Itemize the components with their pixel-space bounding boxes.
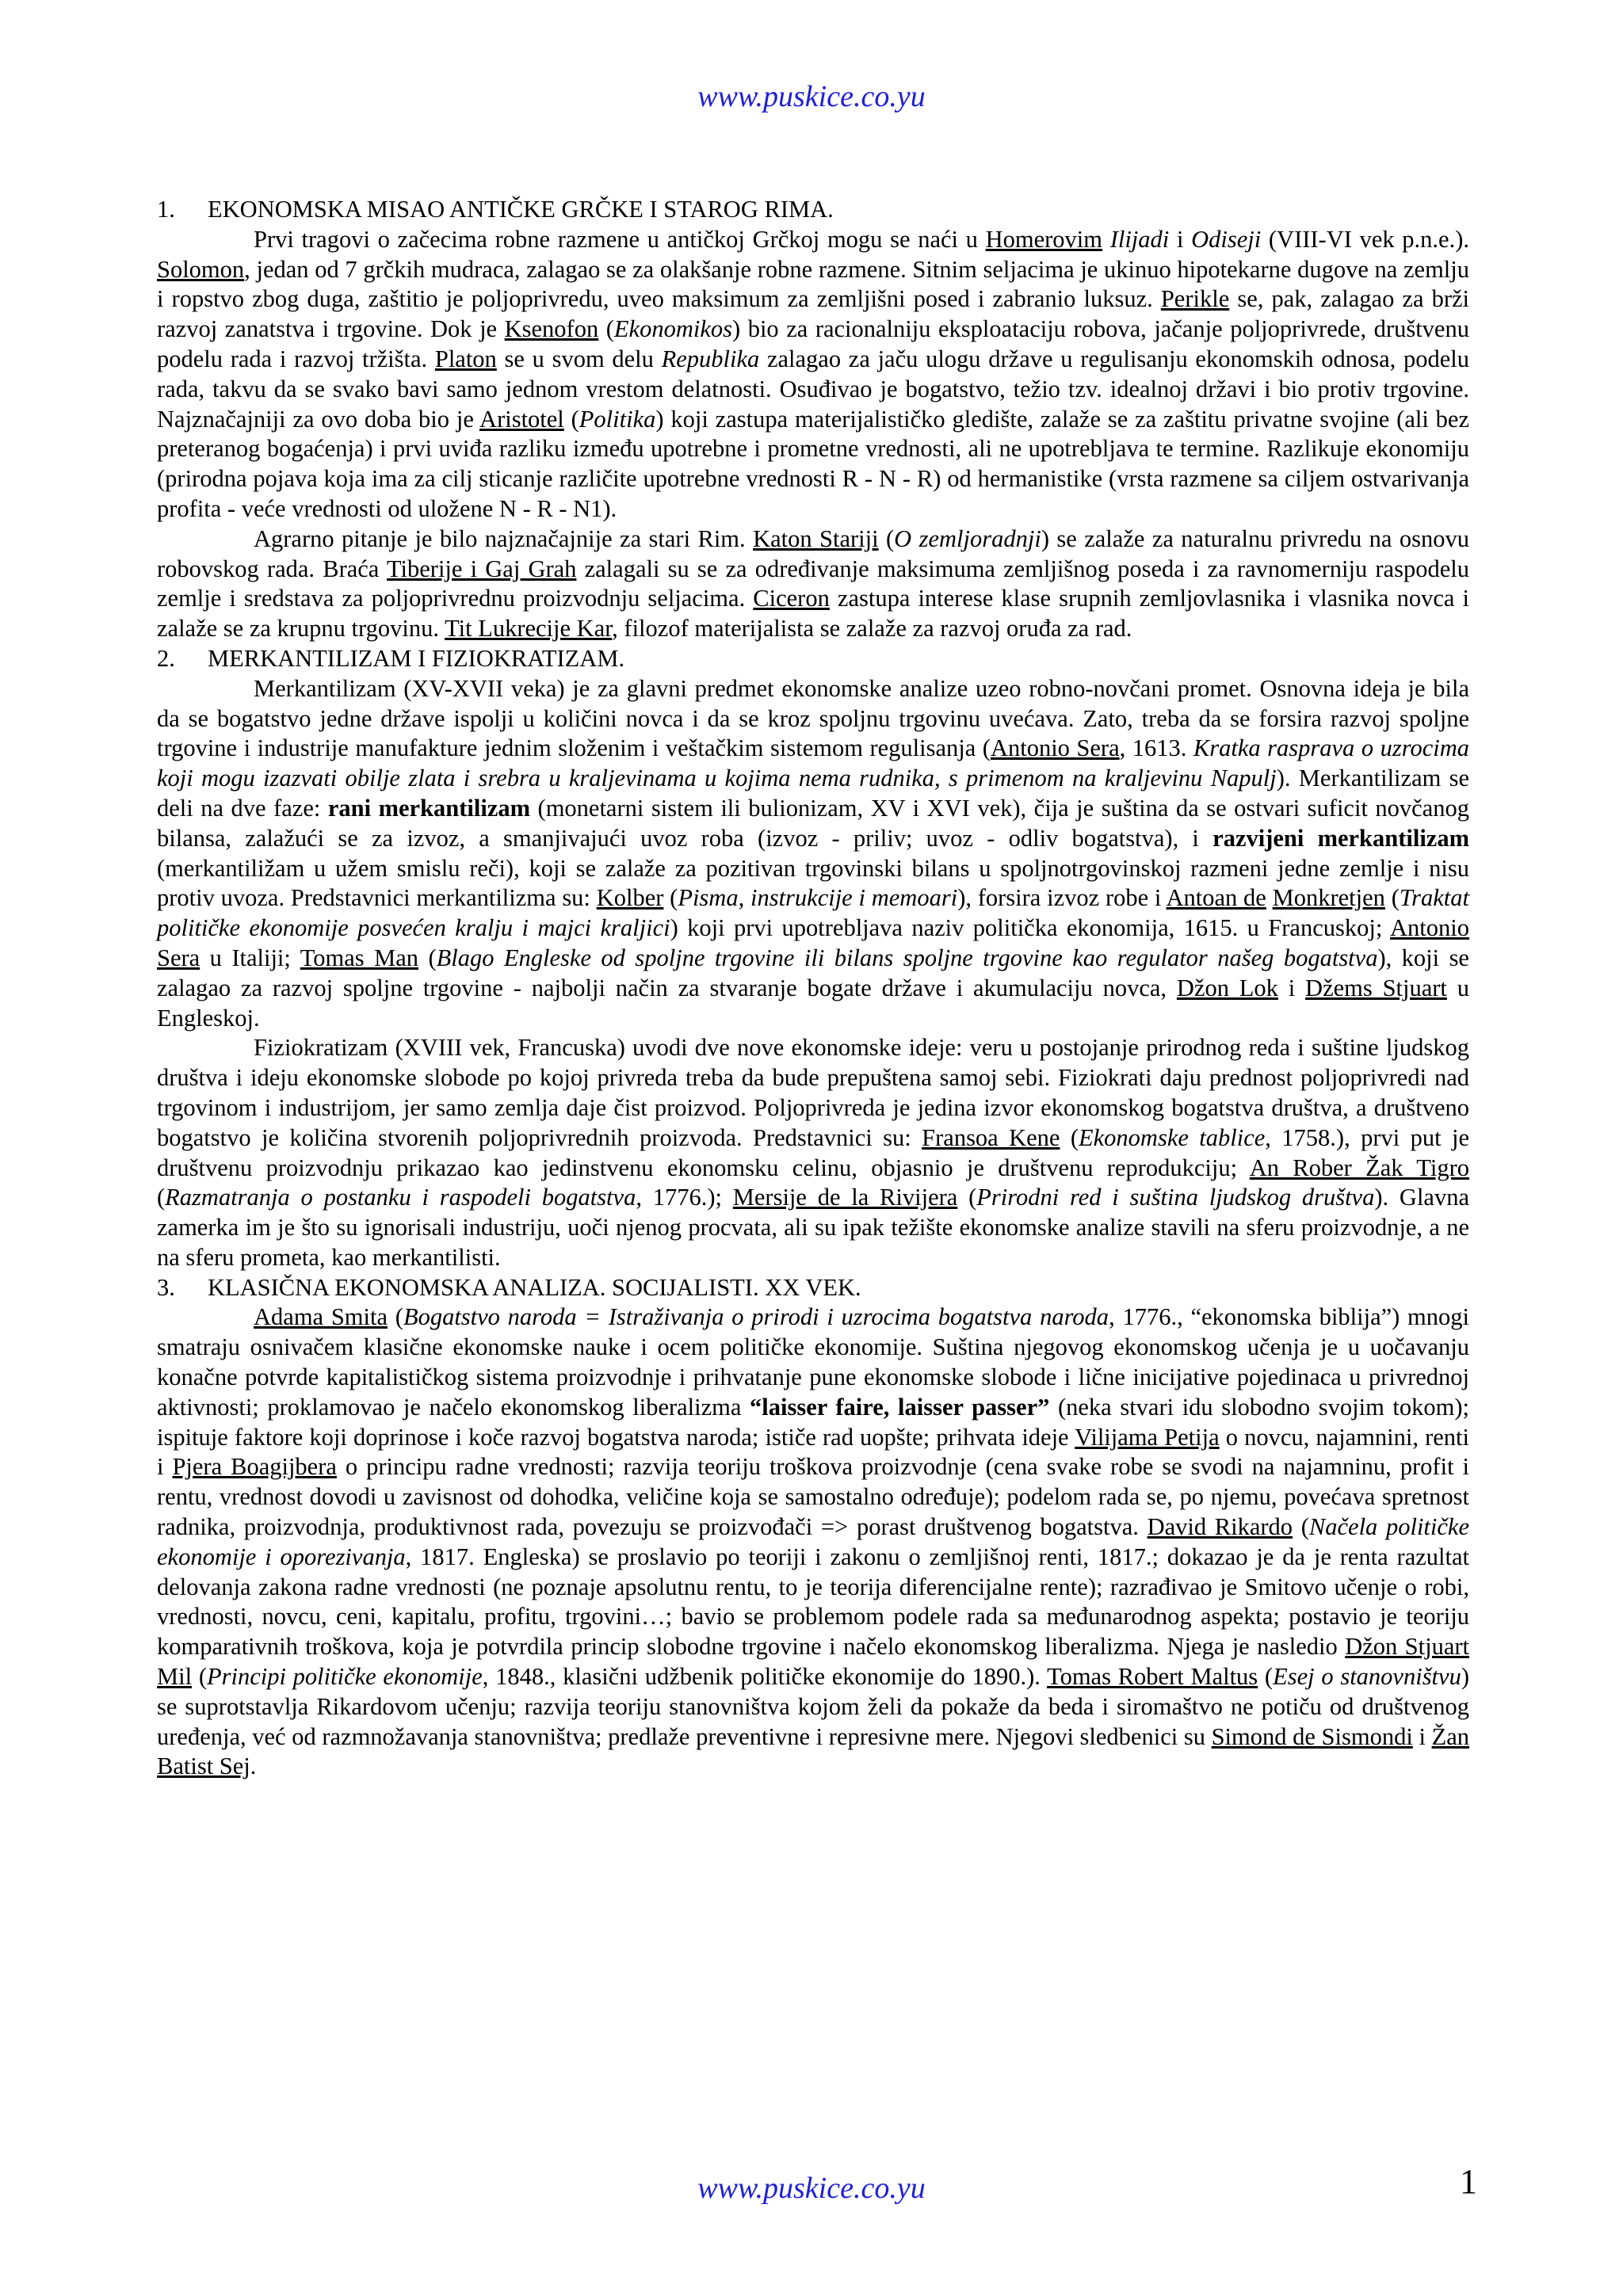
section-number: 2. [157,644,175,672]
text-run: ), forsira izvoz robe i [957,884,1167,912]
text-run: ) se suprotstavlja Rikardovom učenju; razvija teoriju stanovništva kojom želi da pokaže da beda i siromaštvo ne potiču od društvenog uređenja, već od razmnožavanja stanovništva; predlaže preventivne i represivne mere. Njegovi sledbenici su [157,1663,1469,1750]
text-run: , 1848., klasični udžbenik političke ekonomije do 1890.). [482,1663,1048,1691]
text-run: , 1776., “ekonomska biblija”) mnogi smatraju osnivačem klasične ekonomske nauke i ocem političke ekonomije. Suština njegovog ekonomskog učenja je u uočavanju konačne potvrde kapitalističkog sistema proizvodnje i prihvatanje pune ekonomske slobode i lične inicijative pojedinaca u privrednoj aktivnosti; proklamovao je načelo ekonomskog liberalizma [157,1303,1470,1421]
section-number: 3. [157,1273,175,1301]
text-run: Fiziokratizam (XVIII vek, Francuska) uvodi dve nove ekonomske ideje: veru u postojanje prirodnog reda i suštine ljudskog društva i ideju ekonomske slobode po kojoj privreda treba da bude prepuštena samoj sebi. Fiziokrati daju prednost poljoprivredi nad trgovinom i industrijom, jer samo zemlja daje čist proizvod. Poljoprivreda je jedina izvor ekonomskog bogatstva društva, a društveno bogatstvo je količina stvorenih poljoprivrednih proizvoda. Predstavnici su: [157,1034,1469,1151]
underlined-name: Tomas Robert Maltus [1047,1663,1258,1691]
text-run: . [250,1753,257,1780]
italic-title: Ekonomikos [613,315,732,343]
text-run: ( [1293,1513,1309,1541]
underlined-name: David Rikardo [1147,1513,1293,1541]
text-run: ( [192,1663,207,1691]
section-heading [157,195,1469,225]
bold-term: rani merkantilizam [327,794,531,822]
text-run: ). Merkantilizam se deli na dve faze: [157,765,1469,822]
italic-title: Razmatranja o postanku i raspodeli bogatstva [165,1184,636,1211]
text-run: zalagao za jaču ulogu države u regulisanju ekonomskih odnosa, podelu rada, takvu da se svako bavi samo jednom vrestom delatnosti. Osuđivao je bogatstvo, težio tzv. idealnoj državi i bio protiv trgovine. Najznačajniji za ovo doba bio je [157,345,1469,433]
italic-title: O zemljoradnji [894,524,1041,552]
text-run: o novcu, najamnini, renti i [157,1423,1469,1481]
italic-title: Ekonomske tablice [1079,1123,1266,1151]
italic-title: Traktat političke ekonomije posvećen kralju i majci kraljici [157,884,1469,942]
text-run: ) koji prvi upotrebljava naziv politička ekonomija, 1615. u Francuskoj; [670,914,1391,942]
italic-title: Pisma, instrukcije i memoari [678,884,958,912]
section-number: 1. [157,196,175,223]
underlined-name: Solomon [157,255,245,283]
underlined-name: Antonio Sera [990,734,1120,762]
text-run: , 1613. [1119,734,1193,762]
underlined-name: Antoan de [1166,884,1266,912]
text-run: i [1412,1722,1432,1750]
section-heading [157,1273,1469,1303]
italic-title: Esej o stanovništvu [1273,1663,1461,1691]
underlined-name: Katon Stariji [753,524,879,552]
text-run: ( [957,1184,977,1211]
text-run: ( [563,405,579,433]
underlined-name: Platon [434,345,497,372]
underlined-name: Tit Lukrecije Kar [445,615,613,643]
italic-title: Blago Engleske od spoljne trgovine ili bilans spoljne trgovine kao regulator našeg bogatstva [436,944,1378,971]
text-run [1102,226,1110,253]
text-run: zastupa interese klase srupnih zemljovlasnika i vlasnika novca i zalaže se za krupnu trgovinu. [157,585,1469,643]
document-body [157,195,1469,1782]
text-run: ), koji se zalagao za razvoj spoljne trgovine - najbolji način za stvaranje bogate države i akumulaciju novca, [157,944,1469,1001]
underlined-name: Kolber [596,884,664,912]
underlined-name: Aristotel [479,405,564,433]
text-run: ( [1258,1663,1274,1691]
text-run: i [1169,225,1192,253]
text-run: (merkantiližam u užem smislu reči), koji se zalaže za pozitivan trgovinski bilans u spoljnotrgovinskoj razmeni jedne zemlje i nisu protiv uvoza. Predstavnici merkantilizma su: [157,854,1469,912]
italic-title: Prirodni red i suština ljudskog društva [976,1184,1375,1211]
header-site-url[interactable]: www.puskice.co.yu [697,80,926,113]
text-run: ( [157,1184,166,1211]
underlined-name: Pjera Boagijbera [172,1453,337,1481]
text-run: ) se zalaže za naturalnu privredu na osnovu robovskog rada. Braća [157,524,1469,582]
underlined-name: An Rober Žak Tigro [1249,1154,1469,1181]
text-run: Prvi tragovi o začecima robne razmene u antičkoj Grčkoj mogu se naći u [254,225,986,253]
text-run: Merkantilizam (XV-XVII veka) je za glavni predmet ekonomske analize uzeo robno-novčani promet. Osnovna ideja je bila da se bogatstvo jedne države ispolji u količini novca i da se kroz spoljnu trgovinu uvećava. Zato, treba da se forsira razvoj spoljne trgovine i industrije manufakture jednim složenim i veštačkim sistemom regulisanja ( [157,674,1469,762]
italic-title: Principi političke ekonomije [206,1663,483,1691]
underlined-name: Monkretjen [1272,884,1385,912]
italic-title: Bogatstvo naroda = Istraživanja o prirodi i uzrocima bogatstva naroda [403,1303,1109,1331]
bold-term: razvijeni merkantilizam [1212,824,1470,852]
underlined-name: Ciceron [753,585,830,612]
text-run: i [1277,974,1306,1001]
text-run: , 1817. Engleska) se proslavio po teoriji i zakonu o zemljišnoj renti, 1817.; dokazao je da je renta razultat delovanja zakona radne vrednosti (ne poznaje apsolutnu rentu, to je teorija diferencijalne rente); razrađivao je Smitovo učenje o robi, vrednosti, novcu, ceni, kapitalu, profitu, trgovini…; bavio se problemom podele rada sa međunarodnog aspekta; postavio je teoriju komparativnih troškova, koja je potvrdila princip slobodne trgovine i načelo ekonomskog liberalizma. Njega je nasledio [157,1543,1469,1661]
paragraph [157,524,1469,644]
text-run: ( [418,944,437,971]
underlined-name: Džon Lok [1176,974,1278,1001]
text-run: , 1776.); [636,1184,733,1211]
underlined-name: Žan Batist Sej [157,1722,1469,1780]
text-run: se u svom delu [496,345,662,372]
text-run: , filozof materijalista se zalaže za razvoj oruđa za rad. [612,615,1132,643]
underlined-name: Džems Stjuart [1305,974,1447,1001]
paragraph [157,1302,1469,1782]
underlined-name: Perikle [1160,285,1230,313]
text-run: (monetarni sistem ili bulionizam, XV i XVI vek), čija je suština da se ostvari suficit novčanog bilansa, zalažući se za izvoz, a smanjivajući uvoz roba (izvoz - priliv; uvoz - odliv bogatstva), i [157,794,1469,852]
text-run: ( [878,524,895,552]
underlined-name: Simond de Sismondi [1211,1722,1413,1750]
text-run: (VIII-VI vek p.n.e.). [1261,225,1469,253]
text-run: ) bio za racionalniju eksploataciju robova, jačanje poljoprivrede, društvenu podelu rada i razvoj tržišta. [157,315,1469,372]
bold-term: “laisser faire, laisser passer” [750,1393,1050,1421]
text-run: u Engleskoj. [157,974,1469,1032]
text-run: ) koji zastupa materijalističko gledište, zalaže se za zaštitu privatne svojine (ali bez preteranog bogaćenja) i prvi uviđa razliku između upotrebne i prometne vrednosti, ali ne upotrebljava te termine. Razlikuje ekonomiju (prirodna pojava koja ima za cilj sticanje različite upotrebne vrednosti R - N - R) od hermanistike (vrsta razmene sa ciljem ostvarivanja profita - veće vrednosti od uložene N - R - N1). [157,405,1469,522]
text-run: zalagali su se za određivanje maksimuma zemljišnog poseda i za ravnomerniju raspodelu zemlje i sredstava za poljoprivrednu proizvodnju seljacima. [157,555,1469,612]
text-run: ( [663,884,678,912]
underlined-name: Tomas Man [300,944,418,971]
underlined-name: Džon Stjuart Mil [157,1633,1469,1691]
underlined-name: Fransoa Kene [922,1123,1060,1151]
underlined-name: Adama Smita [254,1303,388,1331]
italic-title: Politika [579,405,656,433]
text-run: Agrarno pitanje je bilo najznačajnije za stari Rim. [254,524,754,552]
underlined-name: Mersije de la Rivijera [732,1184,958,1211]
underlined-name: Homerovim [985,225,1103,253]
underlined-name: Ksenofon [504,315,599,343]
italic-title: Ilijadi [1109,225,1170,253]
text-run: ( [388,1303,403,1331]
text-run: , jedan od 7 grčkih mudraca, zalagao se za olakšanje robne razmene. Sitnim seljacima je ukinuo hipotekarne dugove na zemlju i ropstvo zbog duga, zaštitio je poljoprivredu, uveo maksimum za zemljišni posed i zabranio luksuz. [157,255,1469,313]
text-run: (neka stvari idu slobodno svojim tokom); ispituje faktore koji doprinose i koče razvoj bogatstva naroda; ističe rad uopšte; prihvata ideje [157,1393,1469,1451]
italic-title: Odiseji [1191,225,1262,253]
section-heading [157,644,1469,674]
text-run: ( [1384,884,1400,912]
text-run: ). Glavna zamerka im je što su ignorisali industriju, uoči njenog procvata, ali su ipak težište ekonomske analize stavili na sferu proizvodnje, a ne na sferu prometa, kao merkantilisti. [157,1184,1469,1271]
text-run: ( [1060,1123,1079,1151]
page-number: 1 [1460,2162,1477,2201]
italic-title: Kratka rasprava o uzrocima koji mogu izazvati obilje zlata i srebra u kraljevinama u kojima nema rudnika, s primenom na kraljevinu Napulj [157,734,1469,792]
text-run: ( [598,315,614,343]
text-run: se, pak, zalagao za brži razvoj zanatstva i trgovine. Dok je [157,285,1469,343]
underlined-name: Vilijama Petija [1075,1423,1220,1451]
paragraph [157,1033,1469,1272]
underlined-name: Tiberije i Gaj Grah [386,555,577,582]
italic-title: Načela političke ekonomije i oporezivanja [157,1513,1469,1570]
section-title: EKONOMSKA MISAO ANTIČKE GRČKE I STAROG RIMA. [208,196,834,223]
paragraph [157,225,1469,524]
paragraph [157,674,1469,1034]
text-run: u Italiji; [200,944,300,971]
section-title: MERKANTILIZAM I FIZIOKRATIZAM. [208,644,625,672]
footer-site-url[interactable]: www.puskice.co.yu [697,2172,926,2205]
underlined-name: Antonio Sera [157,914,1469,971]
text-run: , 1758.), prvi put je društvenu proizvodnju prikazao kao jedinstvenu ekonomsku celinu, objasnio je društvenu reprodukciju; [157,1123,1469,1181]
text-run: o principu radne vrednosti; razvija teoriju troškova proizvodnje (cena svake robe se svodi na najamninu, profit i rentu, vrednost dovodi u zavisnost od dohodka, veličine koja se samostalno određuje); podelom rada se, po njemu, povećava spretnost radnika, proizvodnja, produktivnost rada, povezuju se proizvođači => porast društvenog bogatstva. [157,1453,1469,1541]
text-run [1266,884,1273,911]
section-title: KLASIČNA EKONOMSKA ANALIZA. SOCIJALISTI. XX VEK. [208,1273,861,1301]
italic-title: Republika [661,345,760,372]
